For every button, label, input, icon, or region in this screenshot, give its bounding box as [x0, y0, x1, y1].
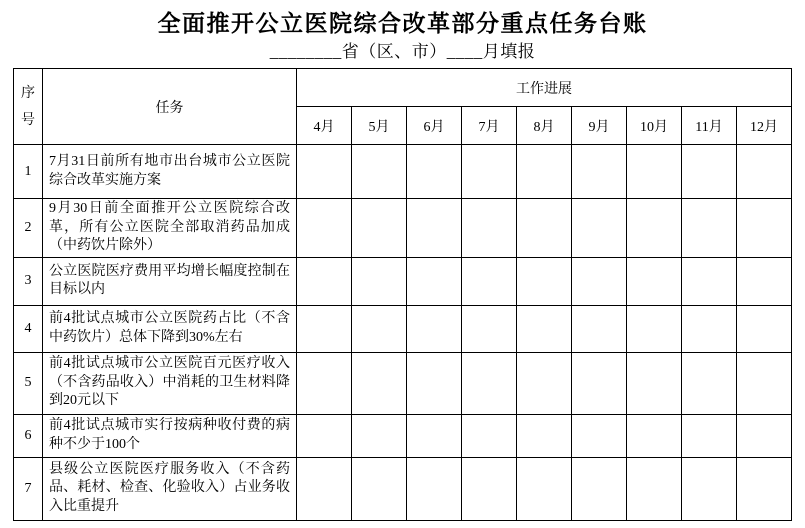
col-header-task: 任务	[43, 69, 297, 145]
task-ledger-table	[13, 68, 792, 521]
progress-cell	[572, 257, 627, 305]
row-number: 2	[14, 199, 43, 258]
progress-cell	[682, 199, 737, 258]
progress-cell	[517, 305, 572, 352]
progress-cell	[682, 305, 737, 352]
month-header-oct: 10月	[627, 107, 682, 145]
progress-cell	[352, 145, 407, 199]
progress-cell	[572, 414, 627, 457]
task-cell: 前4批试点城市公立医院药占比（不含中药饮片）总体下降到30%左右	[43, 305, 297, 352]
month-header-jun: 6月	[407, 107, 462, 145]
row-number: 1	[14, 145, 43, 199]
month-header-apr: 4月	[297, 107, 352, 145]
row-number: 6	[14, 414, 43, 457]
month-header-sep: 9月	[572, 107, 627, 145]
progress-cell	[462, 257, 517, 305]
progress-cell	[297, 305, 352, 352]
row-number: 5	[14, 352, 43, 414]
table-row	[14, 414, 792, 457]
table-row	[14, 257, 792, 305]
progress-cell	[737, 305, 792, 352]
progress-cell	[407, 414, 462, 457]
progress-cell	[572, 457, 627, 520]
progress-cell	[462, 414, 517, 457]
progress-cell	[517, 199, 572, 258]
progress-cell	[572, 305, 627, 352]
page-title: 全面推开公立医院综合改革部分重点任务台账	[157, 11, 648, 36]
task-cell: 前4批试点城市公立医院百元医疗收入（不含药品收入）中消耗的卫生材料降到20元以下	[43, 352, 297, 414]
task-cell: 9月30日前全面推开公立医院综合改革，所有公立医院全部取消药品加成（中药饮片除外）	[43, 199, 297, 258]
progress-cell	[737, 414, 792, 457]
subtitle-fill-in-line: ________省（区、市）____月填报	[269, 42, 536, 61]
progress-cell	[737, 199, 792, 258]
row-number: 4	[14, 305, 43, 352]
progress-cell	[407, 352, 462, 414]
progress-cell	[627, 305, 682, 352]
task-cell: 公立医院医疗费用平均增长幅度控制在目标以内	[43, 257, 297, 305]
progress-cell	[462, 352, 517, 414]
progress-cell	[352, 199, 407, 258]
header-row-top	[14, 69, 792, 107]
progress-cell	[572, 199, 627, 258]
progress-cell	[737, 457, 792, 520]
progress-cell	[352, 257, 407, 305]
table-row	[14, 145, 792, 199]
progress-cell	[352, 352, 407, 414]
progress-cell	[627, 457, 682, 520]
progress-cell	[297, 352, 352, 414]
progress-cell	[682, 257, 737, 305]
task-cell: 县级公立医院医疗服务收入（不含药品、耗材、检查、化验收入）占业务收入比重提升	[43, 457, 297, 520]
progress-cell	[737, 145, 792, 199]
table-row	[14, 199, 792, 258]
progress-cell	[517, 457, 572, 520]
progress-cell	[682, 457, 737, 520]
progress-cell	[517, 257, 572, 305]
progress-cell	[737, 257, 792, 305]
row-number: 3	[14, 257, 43, 305]
progress-cell	[407, 257, 462, 305]
progress-cell	[297, 145, 352, 199]
task-cell: 前4批试点城市实行按病种收付费的病种不少于100个	[43, 414, 297, 457]
progress-cell	[462, 305, 517, 352]
month-header-may: 5月	[352, 107, 407, 145]
progress-cell	[517, 145, 572, 199]
progress-cell	[407, 305, 462, 352]
progress-cell	[462, 145, 517, 199]
progress-cell	[572, 352, 627, 414]
progress-cell	[297, 457, 352, 520]
progress-cell	[682, 352, 737, 414]
task-cell: 7月31日前所有地市出台城市公立医院综合改革实施方案	[43, 145, 297, 199]
month-header-nov: 11月	[682, 107, 737, 145]
progress-cell	[407, 145, 462, 199]
progress-cell	[462, 457, 517, 520]
progress-cell	[517, 352, 572, 414]
progress-cell	[297, 257, 352, 305]
progress-cell	[627, 199, 682, 258]
progress-cell	[297, 414, 352, 457]
col-header-work-progress: 工作进展	[297, 69, 792, 107]
progress-cell	[352, 414, 407, 457]
table-row	[14, 305, 792, 352]
progress-cell	[407, 457, 462, 520]
month-header-dec: 12月	[737, 107, 792, 145]
month-header-aug: 8月	[517, 107, 572, 145]
progress-cell	[352, 457, 407, 520]
progress-cell	[407, 199, 462, 258]
progress-cell	[627, 145, 682, 199]
progress-cell	[517, 414, 572, 457]
table-row	[14, 352, 792, 414]
progress-cell	[297, 199, 352, 258]
progress-cell	[352, 305, 407, 352]
month-header-jul: 7月	[462, 107, 517, 145]
col-header-serial-number	[14, 69, 43, 145]
progress-cell	[682, 414, 737, 457]
progress-cell	[572, 145, 627, 199]
progress-cell	[627, 414, 682, 457]
progress-cell	[627, 352, 682, 414]
serial-number-label: 序号	[20, 85, 35, 128]
progress-cell	[627, 257, 682, 305]
progress-cell	[682, 145, 737, 199]
progress-cell	[737, 352, 792, 414]
row-number: 7	[14, 457, 43, 520]
table-row	[14, 457, 792, 520]
progress-cell	[462, 199, 517, 258]
